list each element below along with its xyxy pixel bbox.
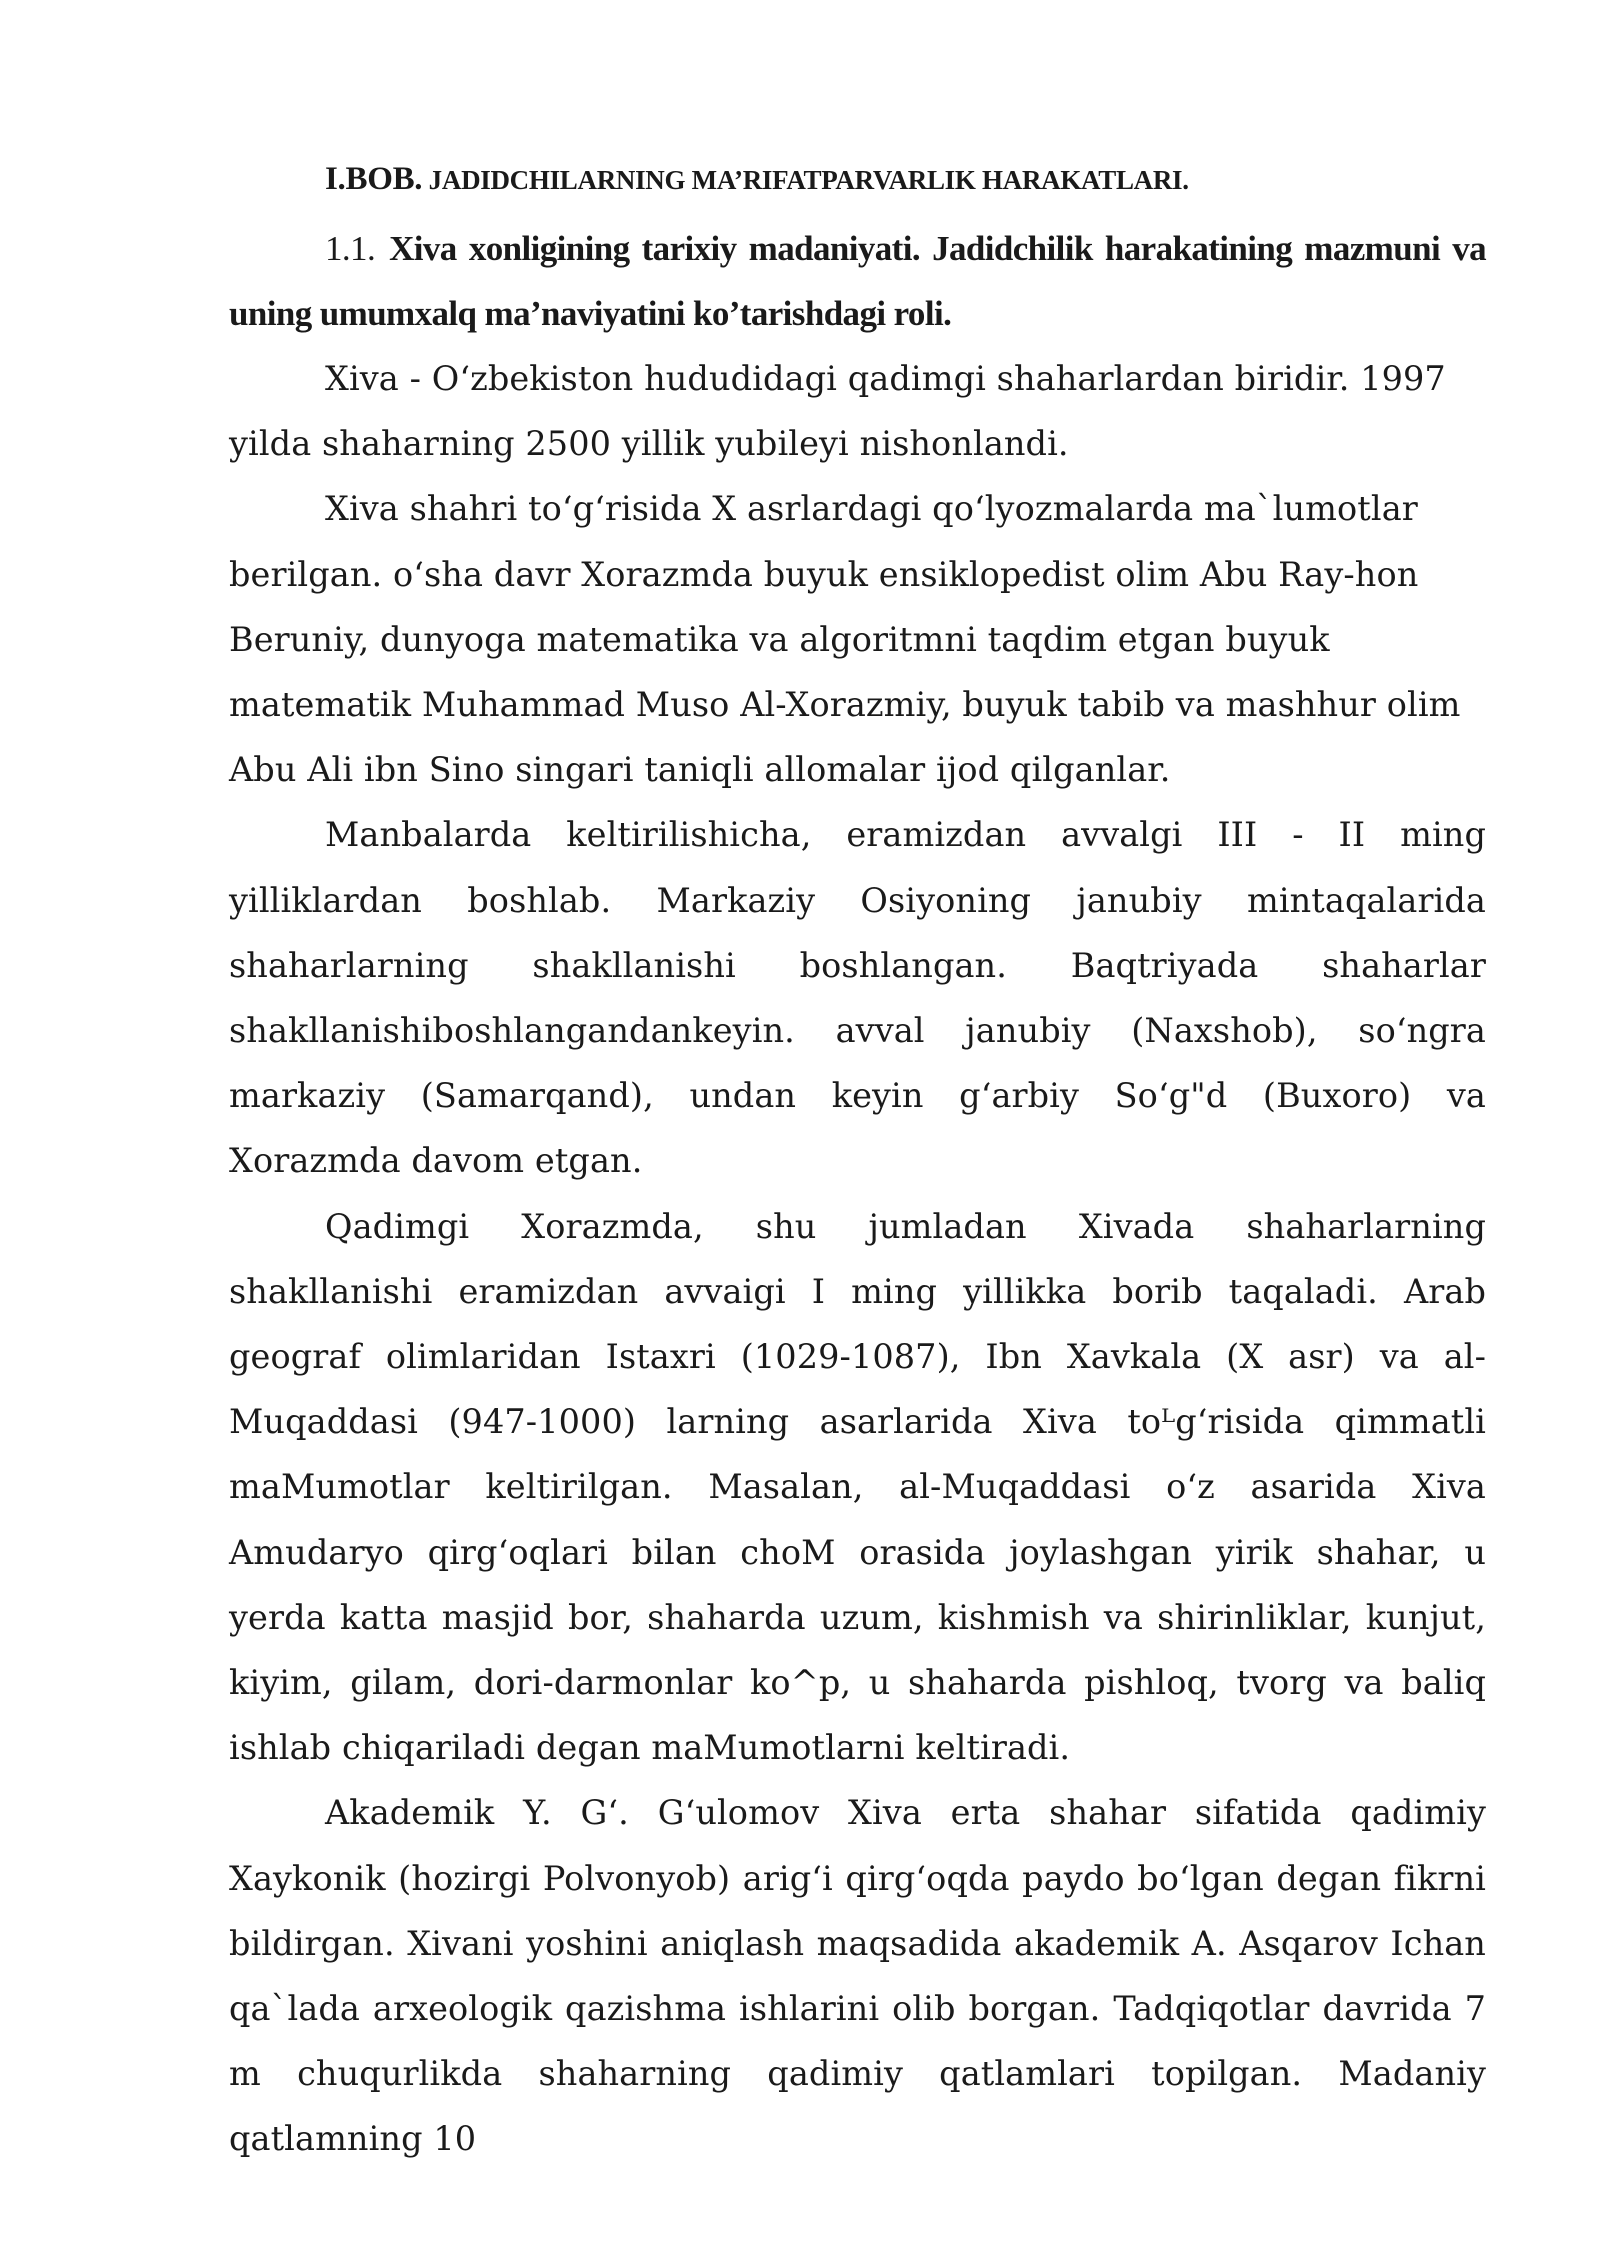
chapter-name: JADIDCHILARNING MA’RIFATPARVARLIK HARAKATLARI.: [422, 165, 1189, 195]
chapter-title: [229, 150, 1486, 208]
paragraph-4: Qadimgi Xorazmda, shu jumladan Xivada shaharlarning shakllanishi eramizdan avvaigi I ming yillikka borib taqaladi. Arab geograf olimlaridan Istaxri (1029-1087), Ibn Xavkala (X asr) va al-Muqaddasi (947-1000) larning asarlarida Xiva toᴸg‘risida qimmatli maMumotlar keltirilgan. Masalan, al-Muqaddasi o‘z asarida Xiva Amudaryo qirg‘oqlari bilan choM orasida joylashgan yirik shahar, u yerda katta masjid bor, shaharda uzum, kishmish va shirinliklar, kunjut, kiyim, gilam, dori-darmonlar ko^p, u shaharda pishloq, tvorg va baliq ishlab chiqariladi degan maMumotlarni keltiradi.: [229, 1206, 1486, 1768]
section-number: 1.1.: [325, 229, 376, 268]
section-title: Xiva xonligining tarixiy madaniyati. Jadidchilik harakatining mazmuni va uning umumxalq ma’naviyatini ko’tarishdagi roli.: [229, 229, 1486, 333]
paragraph-1: Xiva - O‘zbekiston hududidagi qadimgi shaharlardan biridir. 1997 yilda shaharning 2500 yillik yubileyi nishonlandi.: [229, 359, 1446, 464]
chapter-number: I.BOB.: [325, 161, 423, 197]
paragraph-5: Akademik Y. G‘. G‘ulomov Xiva erta shahar sifatida qadimiy Xaykonik (hozirgi Polvonyob) arig‘i qirg‘oqda paydo bo‘lgan degan fikrni bildirgan. Xivani yoshini aniqlash maqsadida akademik A. Asqarov Ichan qa`lada arxeologik qazishma ishlarini olib borgan. Tadqiqotlar davrida 7 m chuqurlikda shaharning qadimiy qatlamlari topilgan. Madaniy qatlamning 10: [229, 1793, 1486, 2159]
section-heading: [229, 216, 1486, 346]
document-page: [229, 150, 1486, 2172]
paragraph-2: Xiva shahri to‘g‘risida X asrlardagi qo‘lyozmalarda ma`lumotlar berilgan. o‘sha davr Xorazmda buyuk ensiklopedist olim Abu Ray-hon Beruniy, dunyoga matematika va algoritmni taqdim etgan buyuk matematik Muhammad Muso Al-Xorazmiy, buyuk tabib va mashhur olim Abu Ali ibn Sino singari taniqli allomalar ijod qilganlar.: [229, 489, 1461, 790]
paragraph-3: Manbalarda keltirilishicha, eramizdan avvalgi III - II ming yilliklardan boshlab. Markaziy Osiyoning janubiy mintaqalarida shaharlarning shakllanishi boshlangan. Baqtriyada shaharlar shakllanishiboshlangandankeyin. avval janubiy (Naxshob), so‘ngra markaziy (Samarqand), undan keyin g‘arbiy So‘g"d (Buxoro) va Xorazmda davom etgan.: [229, 815, 1486, 1181]
